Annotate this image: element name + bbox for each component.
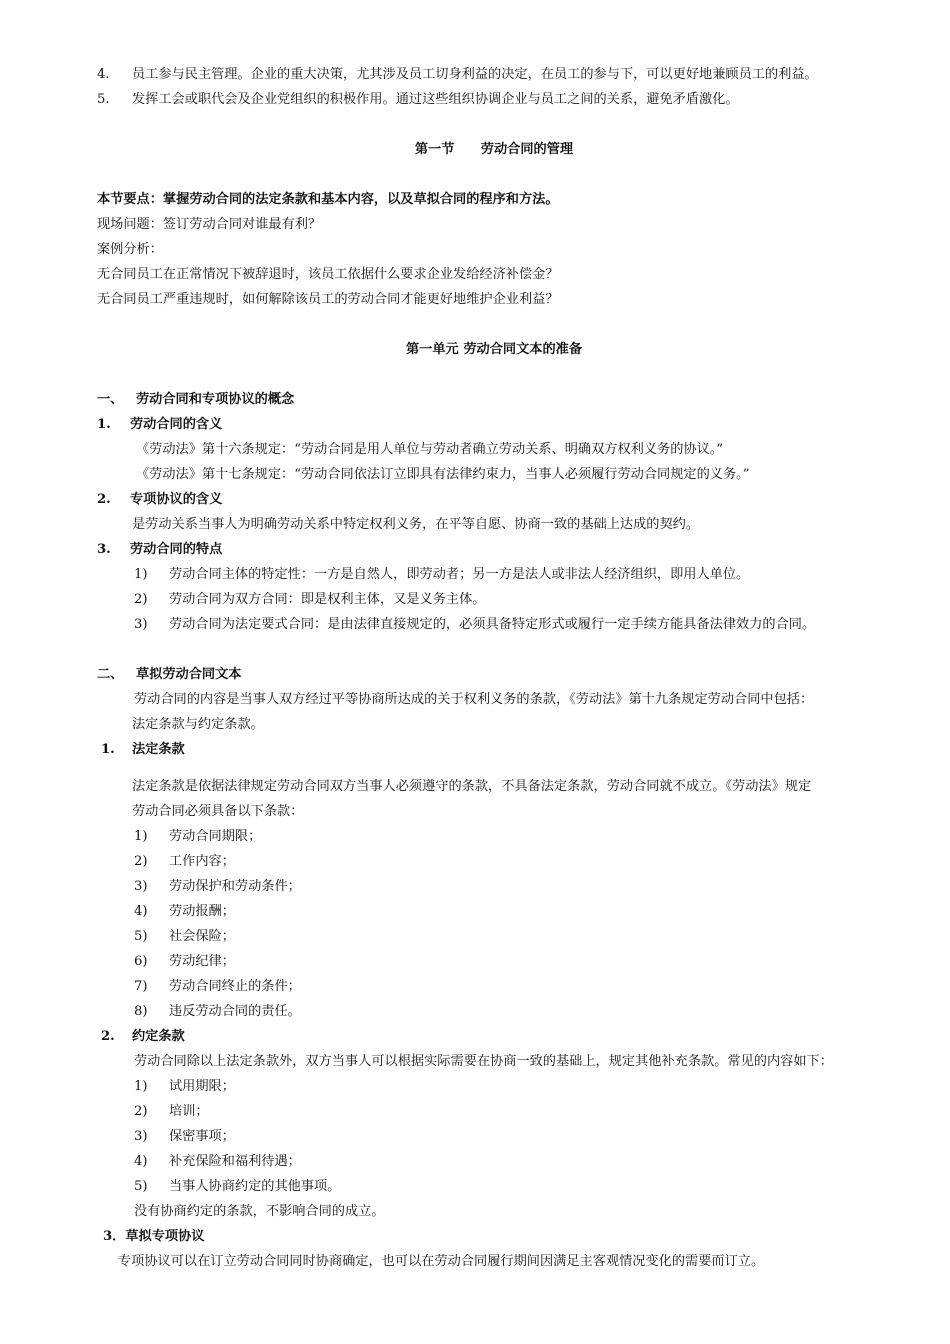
part1-s3-title: 劳动合同的特点: [130, 542, 223, 557]
paragraph: 劳动合同的内容是当事人双方经过平等协商所达成的关于权利义务的条款，《劳动法》第十九条规定劳动合同中包括：: [134, 692, 814, 707]
list-number: 4): [134, 1154, 148, 1169]
list-item-text: 劳动合同主体的特定性：一方是自然人，即劳动者；另一方是法人或非法人经济组织，即用人单位。: [169, 567, 750, 582]
list-item-text: 员工参与民主管理。企业的重大决策，尤其涉及员工切身利益的决定，在员工的参与下，可以更好地兼顾员工的利益。: [132, 67, 818, 82]
list-number: 6): [134, 954, 148, 969]
list-number: 5): [134, 929, 148, 944]
list-item-text: 补充保险和福利待遇；: [169, 1154, 301, 1169]
list-item-text: 劳动合同为双方合同：即是权利主体，又是义务主体。: [169, 592, 486, 607]
list-number: 5.: [97, 92, 110, 107]
paragraph: 是劳动关系当事人为明确劳动关系中特定权利义务，在平等自愿、协商一致的基础上达成的契约。: [132, 517, 700, 532]
list-number: 3): [134, 1129, 148, 1144]
part1-s1-number: 1.: [97, 417, 111, 432]
list-item-text: 试用期限；: [169, 1079, 235, 1094]
list-number: 4.: [97, 67, 110, 82]
part1-s3-number: 3.: [97, 542, 111, 557]
paragraph: 劳动合同除以上法定条款外，双方当事人可以根据实际需要在协商一致的基础上，规定其他补充条款。常见的内容如下：: [134, 1054, 833, 1069]
list-number: 1): [134, 567, 148, 582]
part2-title: 草拟劳动合同文本: [136, 667, 242, 682]
list-item-text: 劳动合同期限；: [169, 829, 262, 844]
list-item-text: 社会保险；: [169, 929, 235, 944]
list-number: 8): [134, 1004, 148, 1019]
list-item-text: 保密事项；: [169, 1129, 235, 1144]
paragraph: 没有协商约定的条款，不影响合同的成立。: [134, 1204, 385, 1219]
list-item-text: 劳动纪律；: [169, 954, 235, 969]
part1-s2-number: 2.: [97, 492, 111, 507]
paragraph: 《劳动法》第十六条规定：“劳动合同是用人单位与劳动者确立劳动关系、明确双方权利义务的协议。”: [136, 442, 724, 457]
list-number: 7): [134, 979, 148, 994]
part2-s1-title: 法定条款: [132, 742, 185, 757]
part2-s2-number: 2.: [101, 1029, 115, 1044]
list-item-text: 劳动报酬；: [169, 904, 235, 919]
list-item-text: 劳动合同终止的条件；: [169, 979, 301, 994]
list-item-text: 劳动合同为法定要式合同：是由法律直接规定的，必须具备特定形式或履行一定手续方能具备法律效力的合同。: [169, 617, 816, 632]
paragraph: 专项协议可以在订立劳动合同同时协商确定，也可以在劳动合同履行期间因满足主客观情况变化的需要而订立。: [118, 1254, 765, 1269]
list-item-text: 培训；: [169, 1104, 209, 1119]
unit-title: 第一单元 劳动合同文本的准备: [405, 342, 583, 357]
list-number: 3): [134, 617, 148, 632]
list-item-text: 违反劳动合同的责任。: [169, 1004, 301, 1019]
part2-number: 二、: [97, 667, 124, 682]
key-points: 本节要点：掌握劳动合同的法定条款和基本内容，以及草拟合同的程序和方法。: [97, 192, 559, 207]
paragraph: 法定条款与约定条款。: [132, 717, 264, 732]
part2-s2-title: 约定条款: [132, 1029, 185, 1044]
section-title: 第一节 劳动合同的管理: [414, 142, 574, 157]
part1-number: 一、: [97, 392, 124, 407]
part2-s3-title: 3．草拟专项协议: [103, 1229, 205, 1244]
case-label: 案例分析：: [97, 242, 163, 257]
paragraph: 法定条款是依据法律规定劳动合同双方当事人必须遵守的条款，不具备法定条款，劳动合同就不成立。《劳动法》规定: [132, 779, 812, 794]
list-number: 2): [134, 854, 148, 869]
list-item-text: 发挥工会或职代会及企业党组织的积极作用。通过这些组织协调企业与员工之间的关系，避免矛盾激化。: [132, 92, 739, 107]
case-question-2: 无合同员工严重违规时，如何解除该员工的劳动合同才能更好地维护企业利益？: [97, 292, 559, 307]
list-number: 1): [134, 829, 148, 844]
part2-s1-number: 1.: [101, 742, 115, 757]
part1-title: 劳动合同和专项协议的概念: [136, 392, 295, 407]
list-item-text: 工作内容；: [169, 854, 235, 869]
list-number: 4): [134, 904, 148, 919]
part1-s2-title: 专项协议的含义: [130, 492, 223, 507]
list-item-text: 劳动保护和劳动条件；: [169, 879, 301, 894]
paragraph: 劳动合同必须具备以下条款：: [132, 804, 304, 819]
list-item-text: 当事人协商约定的其他事项。: [169, 1179, 341, 1194]
list-number: 1): [134, 1079, 148, 1094]
scene-question: 现场问题：签订劳动合同对谁最有利？: [97, 217, 322, 232]
paragraph: 《劳动法》第十七条规定：“劳动合同依法订立即具有法律约束力，当事人必须履行劳动合同规定的义务。”: [136, 467, 750, 482]
list-number: 2): [134, 1104, 148, 1119]
list-number: 3): [134, 879, 148, 894]
part1-s1-title: 劳动合同的含义: [130, 417, 223, 432]
case-question-1: 无合同员工在正常情况下被辞退时，该员工依据什么要求企业发给经济补偿金？: [97, 267, 559, 282]
list-number: 5): [134, 1179, 148, 1194]
list-number: 2): [134, 592, 148, 607]
